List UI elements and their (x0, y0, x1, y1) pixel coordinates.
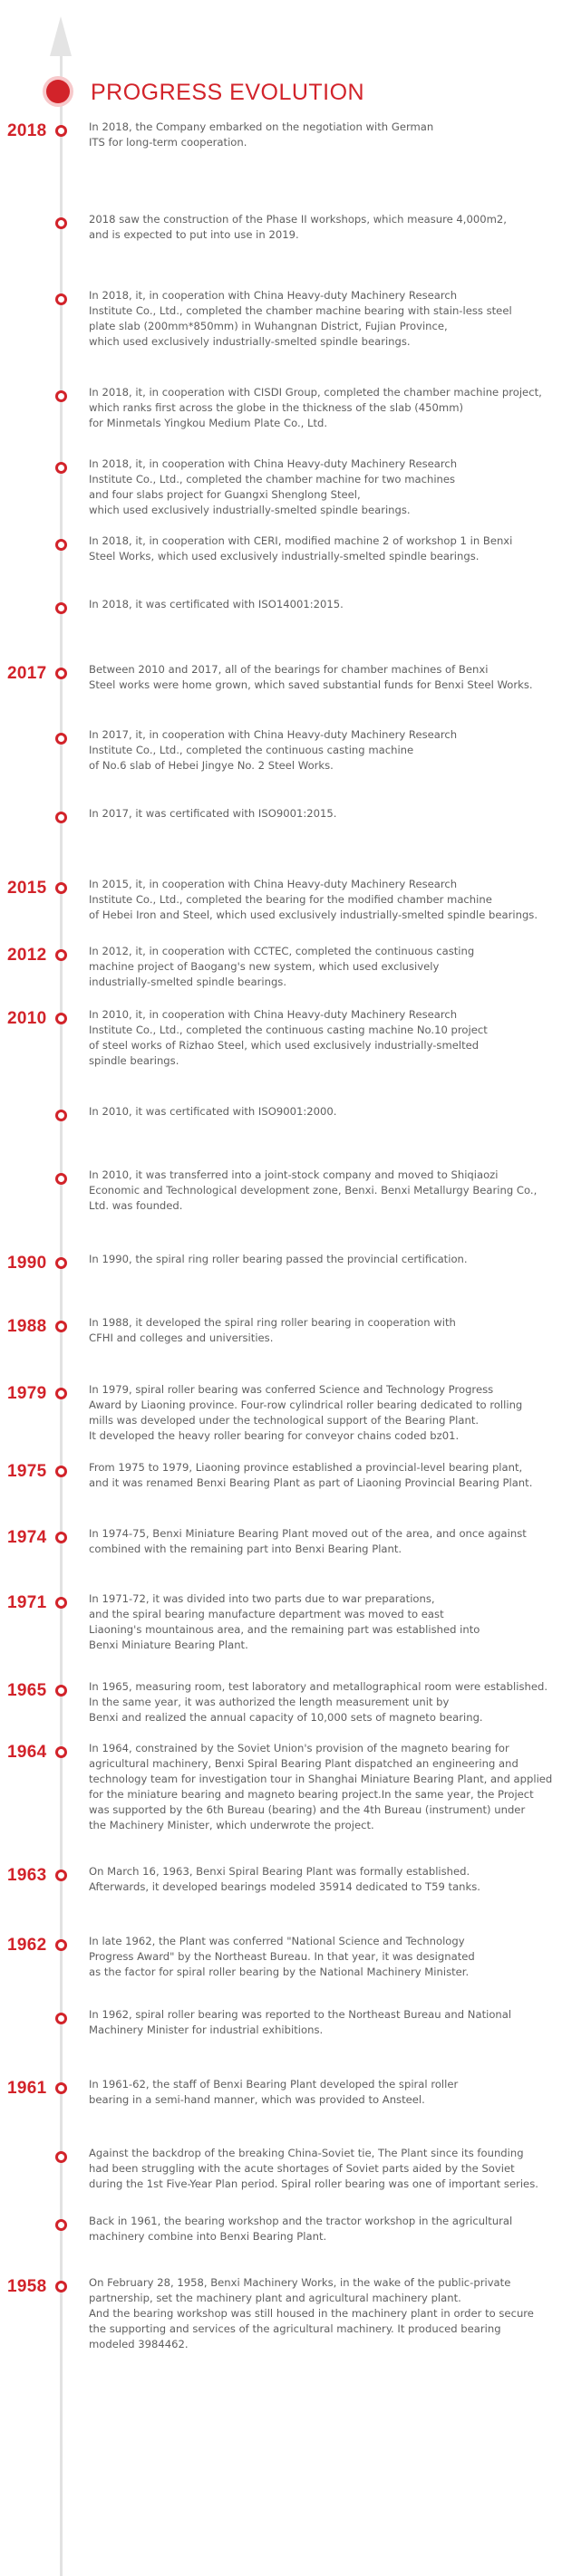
timeline-dot-icon (55, 1685, 67, 1697)
timeline-dot-icon (55, 1466, 67, 1477)
timeline-dot-icon (55, 882, 67, 894)
event-description: In 2018, it, in cooperation with China Heavy-duty Machinery Research Institute Co., Ltd., completed the chamber machine bearing with stain-less steel plate slab (200mm*850mm) in Wuhangnan District, Fujian Province, which used exclusively industrially-smelted spindle bearings. (89, 289, 512, 348)
event-description: In 2010, it was transferred into a joint-stock company and moved to Shiqiaozi Economic and Technological development zone, Benxi. Benxi Metallurgy Bearing Co., Ltd. was founded. (89, 1168, 538, 1212)
timeline-dot-icon (55, 1173, 67, 1185)
timeline-dot-icon (55, 2013, 67, 2024)
event-description: From 1975 to 1979, Liaoning province established a provincial-level bearing plant, and it was renamed Benxi Bearing Plant as part of Liaoning Provincial Bearing Plant. (89, 1461, 533, 1489)
event-description: In 2017, it was certificated with ISO9001:2015. (89, 807, 337, 820)
timeline-dot-icon (55, 1597, 67, 1609)
timeline-dot-icon (55, 1746, 67, 1758)
event-year: 1963 (7, 1866, 47, 1885)
timeline-dot-icon (55, 2219, 67, 2231)
event-description: In 1988, it developed the spiral ring roller bearing in cooperation with CFHI and colleges and universities. (89, 1316, 456, 1344)
event-description: In 2012, it, in cooperation with CCTEC, completed the continuous casting machine project of Baogang's new system, which used exclusively industrially-smelted spindle bearings. (89, 945, 475, 988)
event-description: In 1962, spiral roller bearing was reported to the Northeast Bureau and National Machinery Minister for industrial exhibitions. (89, 2008, 512, 2036)
event-description: Back in 1961, the bearing workshop and the tractor workshop in the agricultural machinery combine into Benxi Bearing Plant. (89, 2215, 513, 2243)
timeline-dot-icon (55, 1532, 67, 1543)
timeline-dot-icon (55, 2281, 67, 2292)
timeline-dot-icon (55, 390, 67, 402)
event-year: 2017 (7, 664, 47, 683)
timeline-dot-icon (55, 217, 67, 229)
timeline-dot-icon (55, 293, 67, 305)
event-year: 1962 (7, 1936, 47, 1955)
event-description: In 1979, spiral roller bearing was conferred Science and Technology Progress Award by Liaoning province. Four-row cylindrical roller bearing dedicated to rolling mills was developed under the technological support of the Bearing Plant. It developed the heavy roller bearing for conveyor chains coded bz01. (89, 1383, 523, 1442)
event-description: In 2018, it, in cooperation with CERI, modified machine 2 of workshop 1 in Benxi Steel Works, which used exclusively industrially-smelted spindle bearings. (89, 534, 513, 562)
event-year: 2015 (7, 879, 47, 898)
event-year: 1988 (7, 1317, 47, 1336)
arrow-up-icon (50, 16, 72, 56)
event-year: 1974 (7, 1528, 47, 1547)
event-description: 2018 saw the construction of the Phase II workshops, which measure 4,000m2, and is expected to put into use in 2019. (89, 213, 507, 241)
event-description: In late 1962, the Plant was conferred "National Science and Technology Progress Award" by the Northeast Bureau. In that year, it was designated as the factor for spiral roller bearing by the National Machinery Minister. (89, 1935, 475, 1978)
timeline-dot-icon (55, 2151, 67, 2163)
event-year: 1961 (7, 2079, 47, 2098)
event-description: In 2010, it was certificated with ISO9001:2000. (89, 1105, 337, 1118)
event-description: In 1965, measuring room, test laboratory and metallographical room were established. In the same year, it was authorized the length measurement unit by Benxi and realized the annual capacity of 10,000 sets of magneto bearing. (89, 1680, 548, 1724)
event-year: 1965 (7, 1681, 47, 1700)
timeline-dot-icon (55, 602, 67, 614)
event-year: 1971 (7, 1593, 47, 1612)
title-dot-icon (46, 80, 70, 103)
timeline-dot-icon (55, 1321, 67, 1332)
timeline-dot-icon (55, 733, 67, 745)
timeline-dot-icon (55, 462, 67, 474)
event-description: In 2017, it, in cooperation with China Heavy-duty Machinery Research Institute Co., Ltd., completed the continuous casting machine of No.6 slab of Hebei Jingye No. 2 Steel Works. (89, 728, 458, 772)
event-description: On February 28, 1958, Benxi Machinery Works, in the wake of the public-private partnership, set the machinery plant and agricultural machinery plant. And the bearing workshop was still housed in the machinery plant in order to secure the supporting and services of the agricultural machinery. It produced bearing modeled 3984462. (89, 2276, 534, 2350)
event-description: In 2018, it, in cooperation with China Heavy-duty Machinery Research Institute Co., Ltd., completed the chamber machine for two machines and four slabs project for Guangxi Shenglong Steel, which used exclusively industrially-smelted spindle bearings. (89, 457, 458, 516)
event-description: In 1961-62, the staff of Benxi Bearing Plant developed the spiral roller bearing in a semi-hand manner, which was provided to Ansteel. (89, 2078, 459, 2106)
event-description: In 2018, it, in cooperation with CISDI Group, completed the chamber machine project, which ranks first across the globe in the thickness of the slab (450mm) for Minmetals Yingkou Medium Plate Co., Ltd. (89, 386, 542, 429)
timeline-dot-icon (55, 1870, 67, 1881)
event-description: In 1971-72, it was divided into two parts due to war preparations, and the spiral bearing manufacture department was moved to east Liaoning's mountainous area, and the remaining part was established into Benxi Miniature Bearing Plant. (89, 1592, 480, 1651)
event-year: 1975 (7, 1462, 47, 1481)
event-year: 1958 (7, 2277, 47, 2296)
event-year: 2018 (7, 121, 47, 140)
timeline-dot-icon (55, 949, 67, 961)
event-description: In 2010, it, in cooperation with China Heavy-duty Machinery Research Institute Co., Ltd., completed the continuous casting machine No.10 project of steel works of Rizhao Steel, which used exclusively industrially-smelted spindle bearings. (89, 1008, 488, 1067)
page-title: PROGRESS EVOLUTION (91, 80, 365, 105)
event-description: In 2018, it was certificated with ISO14001:2015. (89, 598, 344, 610)
event-description: In 2015, it, in cooperation with China Heavy-duty Machinery Research Institute Co., Ltd., completed the bearing for the modified chamber machine of Hebei Iron and Steel, which used exclusively industrially-smelted spindle bearings. (89, 878, 538, 921)
timeline-dot-icon (55, 539, 67, 551)
timeline-dot-icon (55, 2082, 67, 2094)
timeline-dot-icon (55, 125, 67, 137)
event-description: On March 16, 1963, Benxi Spiral Bearing Plant was formally established. Afterwards, it developed bearings modeled 35914 dedicated to T59 tanks. (89, 1865, 480, 1893)
timeline-dot-icon (55, 668, 67, 679)
timeline-dot-icon (55, 1388, 67, 1399)
timeline-dot-icon (55, 812, 67, 823)
event-year: 1964 (7, 1743, 47, 1762)
event-year: 1979 (7, 1384, 47, 1403)
event-description: In 2018, the Company embarked on the negotiation with German ITS for long-term cooperation. (89, 120, 434, 149)
timeline-axis (60, 54, 63, 2576)
event-year: 1990 (7, 1254, 47, 1273)
event-description: In 1964, constrained by the Soviet Union's provision of the magneto bearing for agricultural machinery, Benxi Spiral Bearing Plant dispatched an engineering and technology team for investigation tour in Shanghai Miniature Bearing Plant, and applied for the miniature bearing and magneto bearing project.In the same year, the Project was supported by the 6th Bureau (bearing) and the 4th Bureau (instrument) under the Machinery Minister, which underwrote the project. (89, 1742, 553, 1831)
event-description: Between 2010 and 2017, all of the bearings for chamber machines of Benxi Steel works were home grown, which saved substantial funds for Benxi Steel Works. (89, 663, 533, 691)
event-year: 2012 (7, 946, 47, 965)
event-year: 2010 (7, 1009, 47, 1028)
timeline-dot-icon (55, 1110, 67, 1121)
event-description: Against the backdrop of the breaking China-Soviet tie, The Plant since its founding had been struggling with the acute shortages of Soviet parts aided by the Soviet during the 1st Five-Year Plan period. Spiral roller bearing was one of important series. (89, 2147, 538, 2190)
event-description: In 1990, the spiral ring roller bearing passed the provincial certification. (89, 1253, 468, 1265)
timeline-dot-icon (55, 1257, 67, 1269)
event-description: In 1974-75, Benxi Miniature Bearing Plant moved out of the area, and once against combined with the remaining part into Benxi Bearing Plant. (89, 1527, 527, 1555)
timeline-dot-icon (55, 1013, 67, 1024)
timeline-dot-icon (55, 1939, 67, 1951)
